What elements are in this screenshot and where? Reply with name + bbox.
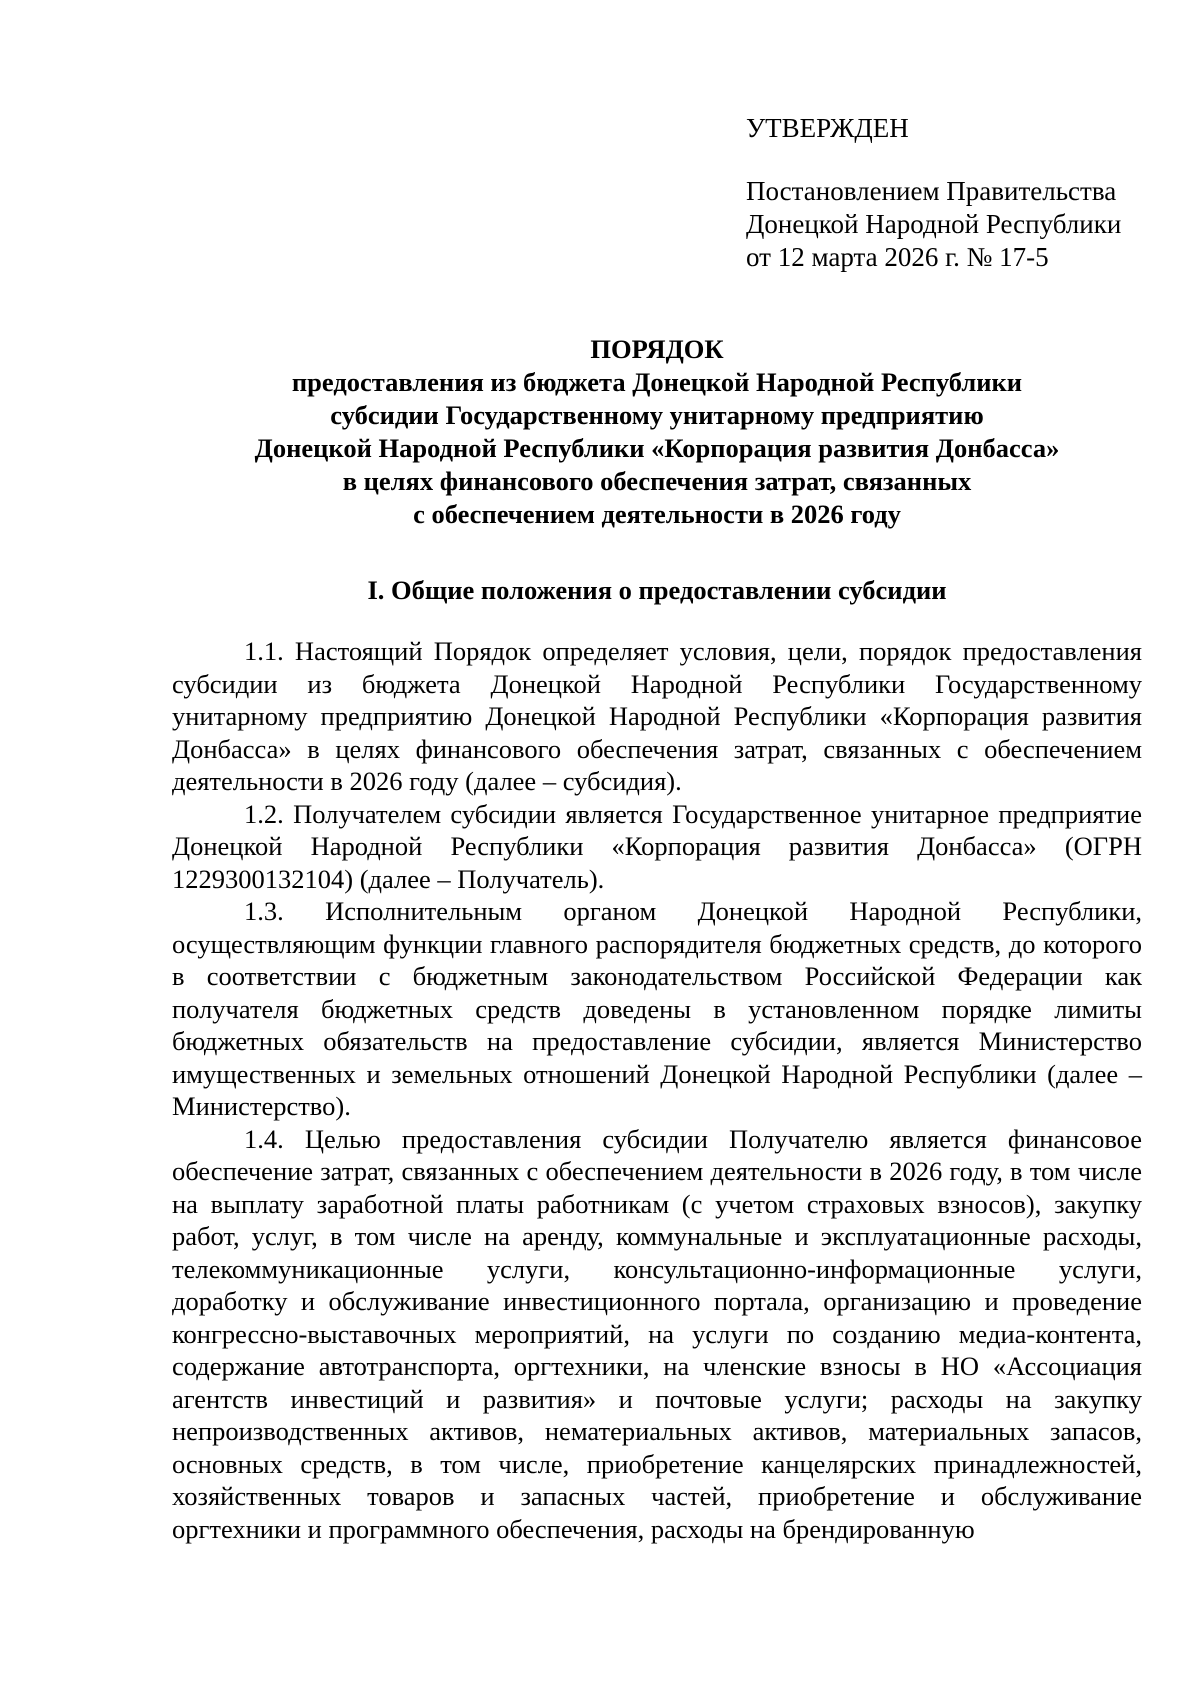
- title-line: с обеспечением деятельности в 2026 году: [413, 499, 901, 529]
- paragraph: 1.1. Настоящий Порядок определяет условия, цели, порядок предоставления субсидии из бюджета Донецкой Народной Республики Государственному унитарному предприятию Донецкой Народной Республики «Корпорация развития Донбасса» в целях финансового обеспечения затрат, связанных с обеспечением деятельности в 2026 году (далее – субсидия).: [172, 636, 1142, 796]
- approval-heading: УТВЕРЖДЕН: [746, 113, 909, 143]
- paragraph: 1.2. Получателем субсидии является Государственное унитарное предприятие Донецкой Народной Республики «Корпорация развития Донбасса» (ОГРН 1229300132104) (далее – Получатель).: [172, 798, 1142, 894]
- section-heading: I. Общие положения о предоставлении субсидии: [367, 575, 947, 605]
- document-body: [172, 635, 1142, 1545]
- paragraph: 1.4. Целью предоставления субсидии Получателю является финансовое обеспечение затрат, связанных с обеспечением деятельности в 2026 году, в том числе на выплату заработной платы работникам (с учетом страховых взносов), закупку работ, услуг, в том числе на аренду, коммунальные и эксплуатационные расходы, телекоммуникационные услуги, консультационно-информационные услуги, доработку и обслуживание инвестиционного портала, организацию и проведение конгрессно-выставочных мероприятий, на услуги по созданию медиа-контента, содержание автотранспорта, оргтехники, на членские взносы в НО «Ассоциация агентств инвестиций и развития» и почтовые услуги; расходы на закупку непроизводственных активов, нематериальных активов, материальных запасов, основных средств, в том числе, приобретение канцелярских принадлежностей, хозяйственных товаров и запасных частей, приобретение и обслуживание оргтехники и программного обеспечения, расходы на брендированную: [172, 1123, 1142, 1544]
- title-main: ПОРЯДОК: [590, 334, 724, 364]
- title-line: предоставления из бюджета Донецкой Народной Республики: [291, 367, 1023, 397]
- title-line: субсидии Государственному унитарному предприятию: [330, 400, 984, 430]
- approval-line: Постановлением Правительства: [746, 176, 1117, 206]
- title-line: в целях финансового обеспечения затрат, связанных: [342, 466, 972, 496]
- paragraph: 1.3. Исполнительным органом Донецкой Народной Республики, осуществляющим функции главного распорядителя бюджетных средств, до которого в соответствии с бюджетным законодательством Российской Федерации как получателя бюджетных средств доведены в установленном порядке лимиты бюджетных обязательств на предоставление субсидии, является Министерство имущественных и земельных отношений Донецкой Народной Республики (далее – Министерство).: [172, 896, 1142, 1121]
- document-title: [172, 333, 1142, 531]
- approval-line: Донецкой Народной Республики: [746, 209, 1122, 239]
- approval-line: от 12 марта 2026 г. № 17-5: [746, 242, 1049, 272]
- approval-stamp: [746, 112, 1121, 274]
- title-line: Донецкой Народной Республики «Корпорация развития Донбасса»: [254, 433, 1060, 463]
